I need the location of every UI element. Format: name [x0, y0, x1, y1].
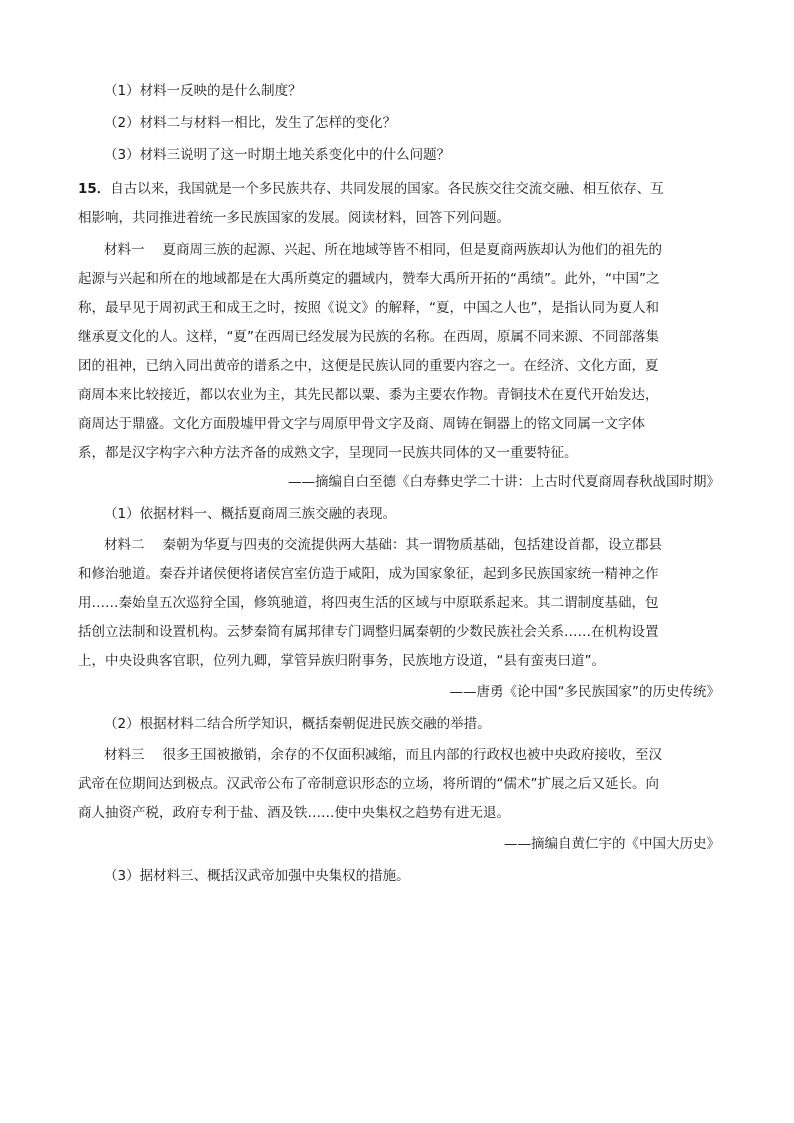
question-14-sub-1: （1）材料一反映的是什么制度？	[104, 83, 302, 99]
question-15-sub-3: （3）据材料三、概括汉武帝加强中央集权的措施。	[104, 868, 410, 884]
question-14-sub-2: （2）材料二与材料一相比，发生了怎样的变化？	[104, 115, 397, 131]
material-3-line-3: 商人抽资产税，政府专利于盐、酒及铁……使中央集权之趋势有进无退。	[78, 805, 510, 821]
material-1-line-1: 材料一 夏商周三族的起源、兴起、所在地域等皆不相同，但是夏商两族却认为他们的祖先的	[104, 242, 662, 258]
material-2-line-1: 材料二 秦朝为华夏与四夷的交流提供两大基础：其一谓物质基础，包括建设首都，设立郡县	[104, 537, 662, 553]
material-2-line-5: 上，中央设典客官职，位列九卿，掌管异族归附事务，民族地方设道，“县有蛮夷曰道”。	[78, 653, 605, 669]
material-3-line-1: 材料三 很多王国被撤销，余存的不仅面积减缩，而且内部的行政权也被中央政府接收，至汉	[104, 747, 662, 763]
material-3-source: ——摘编自黄仁宇的《中国大历史》	[504, 836, 720, 852]
material-2-line-3: 用……秦始皇五次巡狩全国，修筑驰道，将四夷生活的区域与中原联系起来。其二谓制度基础，包	[78, 595, 659, 611]
material-1-label: 材料一	[104, 242, 145, 258]
question-15-sub-2: （2）根据材料二结合所学知识，概括秦朝促进民族交融的举措。	[104, 716, 491, 732]
material-2-label: 材料二	[104, 537, 145, 553]
question-number: 15．	[78, 181, 111, 197]
question-15-sub-1: （1）依据材料一、概括夏商周三族交融的表现。	[104, 506, 397, 522]
material-2-line-4: 括创立法制和设置机构。云梦秦简有属邦律专门调整归属秦朝的少数民族社会关系……在机构设置	[78, 624, 659, 640]
question-14-sub-3: （3）材料三说明了这一时期土地关系变化中的什么问题？	[104, 147, 451, 163]
material-1-line-8: 系，都是汉字构字六种方法齐备的成熟文字，呈现同一民族共同体的又一重要特征。	[78, 445, 578, 461]
material-1-line-7: 商周达于鼎盛。文化方面殷墟甲骨文字与周原甲骨文字及商、周铸在铜器上的铭文同属一文字体	[78, 416, 645, 432]
material-3-line-2: 武帝在位期间达到极点。汉武帝公布了帝制意识形态的立场，将所谓的“儒术”扩展之后又延长。向	[78, 776, 659, 792]
material-1-line-4: 继承夏文化的人。这样，“夏”在西周已经发展为民族的名称。在西周，原属不同来源、不同部落集	[78, 329, 659, 345]
material-1-line-3: 称，最早见于周初武王和成王之时，按照《说文》的解释，“夏，中国之人也”，是指认同为夏人和	[78, 300, 659, 316]
material-1-line-2: 起源与兴起和所在的地域都是在大禹所奠定的疆域内，赞奉大禹所开拓的“禹绩”。此外，“中国”之	[78, 271, 660, 287]
material-1-line-6: 商周本来比较接近，都以农业为主，其先民都以粟、黍为主要农作物。青铜技术在夏代开始发达，	[78, 387, 659, 403]
material-3-label: 材料三	[104, 747, 145, 763]
material-2-source: ——唐勇《论中国“多民族国家”的历史传统》	[449, 684, 720, 700]
material-1-line-5: 团的祖神，已纳入同出黄帝的谱系之中，这便是民族认同的重要内容之一。在经济、文化方面，夏	[78, 358, 659, 374]
material-1-source: ——摘编自白至德《白寿彝史学二十讲：上古时代夏商周春秋战国时期》	[288, 474, 720, 490]
material-2-line-2: 和修治驰道。秦吞并诸侯便将诸侯宫室仿造于咸阳，成为国家象征，起到多民族国家统一精神之作	[78, 566, 659, 582]
question-15-intro-line-1: 15．自古以来，我国就是一个多民族共存、共同发展的国家。各民族交往交流交融、相互依存、互	[78, 181, 664, 197]
question-15-intro-line-2: 相影响，共同推进着统一多民族国家的发展。阅读材料，回答下列问题。	[78, 210, 510, 226]
